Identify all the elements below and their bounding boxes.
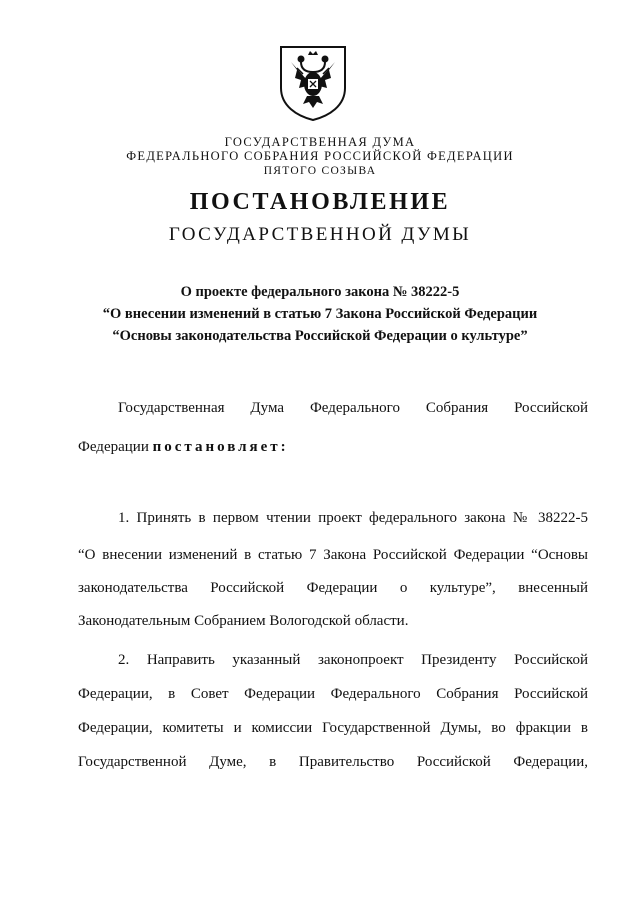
item1-line: законодательства Российской Федерации о культуре”, внесенный	[78, 580, 588, 596]
document-title: ПОСТАНОВЛЕНИЕ	[189, 189, 451, 215]
subject-line: “Основы законодательства Российской Федерации о культуре”	[112, 328, 528, 344]
duma-name-line: ГОСУДАРСТВЕННАЯ ДУМА	[224, 135, 416, 149]
item1-line: Законодательным Собранием Вологодской области.	[78, 613, 409, 629]
document-subtitle: ГОСУДАРСТВЕННОЙ ДУМЫ	[168, 224, 472, 245]
item2-line: Федерации, в Совет Федерации Федерального Собрания Российской	[78, 686, 588, 702]
item1-line: 1. Принять в первом чтении проект федерального закона № 38222-5	[118, 510, 588, 526]
subject-line: “О внесении изменений в статью 7 Закона Российской Федерации	[102, 306, 538, 322]
item1-line: “О внесении изменений в статью 7 Закона Российской Федерации “Основы	[78, 547, 588, 563]
preamble-text: Федерации	[78, 439, 153, 455]
coat-of-arms-icon	[277, 44, 349, 122]
preamble-line: Государственная Дума Федерального Собрания Российской	[118, 400, 588, 416]
convocation-line: ПЯТОГО СОЗЫВА	[263, 165, 377, 177]
preamble-line	[78, 437, 588, 457]
subject-line: О проекте федерального закона № 38222-5	[180, 284, 460, 300]
item2-line: Федерации, комитеты и комиссии Государственной Думы, во фракции в	[78, 720, 588, 736]
item2-line: Государственной Думе, в Правительство Российской Федерации,	[78, 754, 588, 770]
assembly-name-line: ФЕДЕРАЛЬНОГО СОБРАНИЯ РОССИЙСКОЙ ФЕДЕРАЦИИ	[126, 149, 514, 163]
item2-line: 2. Направить указанный законопроект Президенту Российской	[118, 652, 588, 668]
decree-verb: постановляет:	[152, 439, 289, 455]
